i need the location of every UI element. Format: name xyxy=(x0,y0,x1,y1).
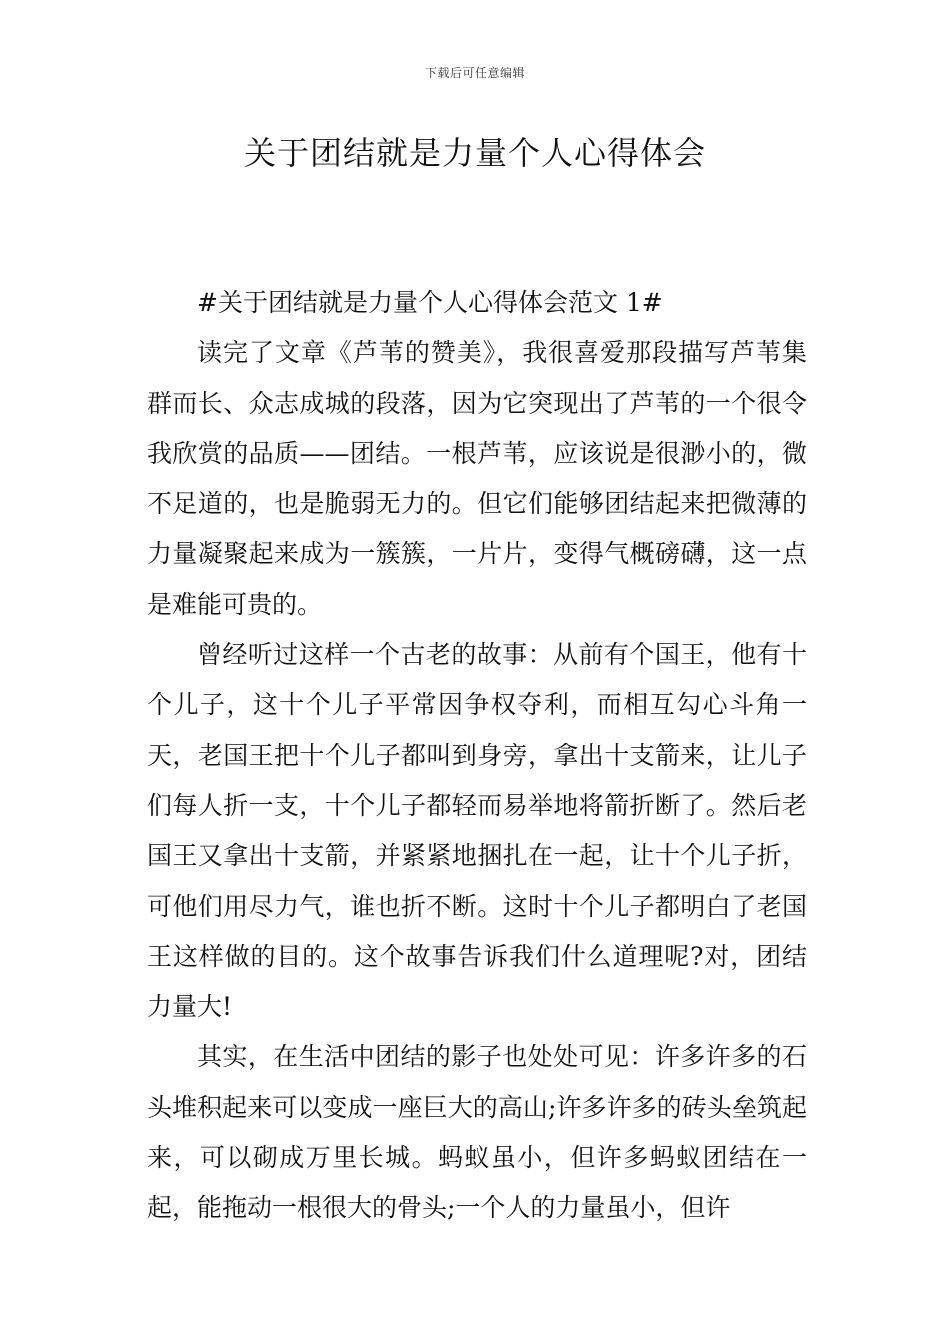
paragraph: 读完了文章《芦苇的赞美》，我很喜爱那段描写芦苇集群而长、众志成城的段落，因为它突现出了芦苇的一个很令我欣赏的品质——团结。一根芦苇，应该说是很渺小的，微不足道的，也是脆弱无力的。但它们能够团结起来把微薄的力量凝聚起来成为一簇簇，一片片，变得气概磅礴，这一点是难能可贵的。 xyxy=(147,338,807,619)
paragraph: 其实，在生活中团结的影子也处处可见：许多许多的石头堆积起来可以变成一座巨大的高山;许多许多的砖头垒筑起来，可以砌成万里长城。蚂蚁虽小，但许多蚂蚁团结在一起，能拖动一根很大的骨头;一个人的力量虽小，但许 xyxy=(147,1042,807,1223)
section-heading: #关于团结就是力量个人心得体会范文 1# xyxy=(197,288,663,317)
paragraph: 曾经听过这样一个古老的故事：从前有个国王，他有十个儿子，这十个儿子平常因争权夺利，而相互勾心斗角一天，老国王把十个儿子都叫到身旁，拿出十支箭来，让儿子们每人折一支，十个儿子都轻而易举地将箭折断了。然后老国王又拿出十支箭，并紧紧地捆扎在一起，让十个儿子折，可他们用尽力气，谁也折不断。这时十个儿子都明白了老国王这样做的目的。这个故事告诉我们什么道理呢?对，团结力量大! xyxy=(147,640,807,1022)
document-body xyxy=(147,278,807,1234)
document-title: 关于团结就是力量个人心得体会 xyxy=(243,134,706,172)
header-note: 下载后可任意编辑 xyxy=(424,66,525,80)
